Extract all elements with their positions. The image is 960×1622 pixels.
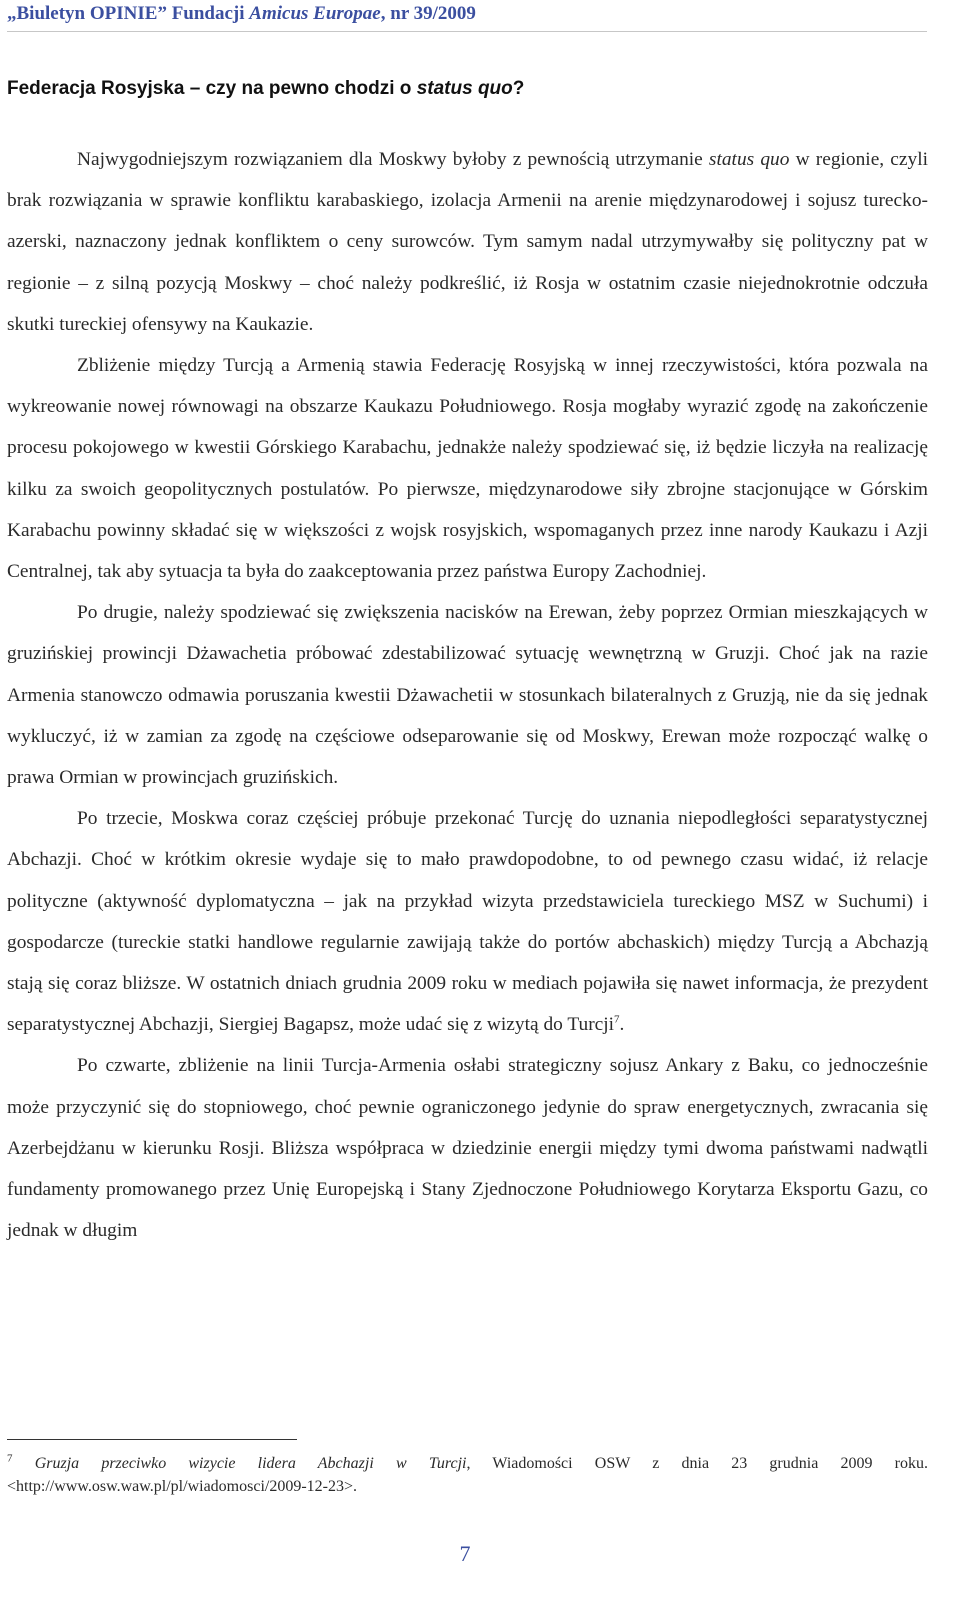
article-body [7, 139, 928, 1251]
header-prefix: „Biuletyn OPINIE” Fundacji [7, 3, 250, 24]
title-end: ? [512, 78, 525, 99]
paragraph-1-rest: w regionie, czyli brak rozwiązania w sprawie konfliktu karabaskiego, izolacja Armenii na arenie międzynarodowej i sojusz turecko-azerski, naznaczony jednak konfliktem o ceny surowców. Tym samym nadal utrzymywałby się polityczny pat w regionie – z silną pozycją Moskwy – choć należy podkreślić, iż Rosja w ostatnim czasie niejednokrotnie odczuła skutki tureckiej ofensywy na Kaukazie. [7, 149, 928, 335]
header-foundation-name: Amicus Europae [249, 3, 381, 24]
footnote [7, 1452, 928, 1498]
footnote-title: Gruzja przeciwko wizycie lidera Abchazji w Turcji [34, 1455, 467, 1472]
footnote-text: , Wiadomości OSW z dnia 23 grudnia 2009 roku. <http://www.osw.waw.pl/pl/wiadomosci/2009-12-23>. [7, 1455, 929, 1495]
paragraph-3: Po drugie, należy spodziewać się zwiększenia nacisków na Erewan, żeby poprzez Ormian mieszkających w gruzińskiej prowincji Dżawachetia próbować zdestabilizować sytuację wewnętrzną w Gruzji. Choć jak na razie Armenia stanowczo odmawia poruszania kwestii Dżawachetii w stosunkach bilateralnych z Gruzją, nie da się jednak wykluczyć, iż w zamian za zgodę na częściowe odseparowanie się od Moskwy, Erewan może rozpocząć walkę o prawa Ormian w prowincjach gruzińskich. [7, 602, 928, 789]
header-suffix: , nr 39/2009 [380, 3, 476, 24]
paragraph-4 [7, 798, 928, 1045]
paragraph-4-end: . [619, 1014, 625, 1036]
paragraph-1-start: Najwygodniejszym rozwiązaniem dla Moskwy byłoby z pewnością utrzymanie [77, 149, 709, 170]
footnote-number: 7 [7, 1452, 13, 1465]
title-main: Federacja Rosyjska – czy na pewno chodzi o [7, 78, 417, 99]
paragraph-2: Zbliżenie między Turcją a Armenią stawia Federację Rosyjską w innej rzeczywistości, która pozwala na wykreowanie nowej równowagi na obszarze Kaukazu Południowego. Rosja mogłaby wyrazić zgodę na zakończenie procesu pokojowego w kwestii Górskiego Karabachu, jednakże należy spodziewać się, iż będzie liczyła na realizację kilku za swoich geopolitycznych postulatów. Po pierwsze, międzynarodowe siły zbrojne stacjonujące w Górskim Karabachu powinny składać się w większości z wojsk rosyjskich, wspomaganych przez inne narody Kaukazu i Azji Centralnej, tak aby sytuacja ta była do zaakceptowania przez państwa Europy Zachodniej. [7, 355, 928, 583]
paragraph-4-text: Po trzecie, Moskwa coraz częściej próbuje przekonać Turcję do uznania niepodległości separatystycznej Abchazji. Choć w krótkim okresie wydaje się to mało prawdopodobne, to od pewnego czasu widać, iż relacje polityczne (aktywność dyplomatyczna – jak na przykład wizyta przedstawiciela tureckiego MSZ w Suchumi) i gospodarcze (tureckie statki handlowe regularnie zawijają także do portów abchaskich) między Turcją a Abchazją stają się coraz bliższe. W ostatnich dniach grudnia 2009 roku w mediach pojawiła się nawet informacja, że prezydent separatystycznej Abchazji, Siergiej Bagapsz, może udać się z wizytą do Turcji [7, 808, 928, 1036]
page-number: 7 [459, 1541, 471, 1566]
footnote-separator [7, 1439, 297, 1440]
bulletin-header [7, 3, 927, 32]
paragraph-1-emphasis: status quo [708, 149, 790, 170]
paragraph-5: Po czwarte, zbliżenie na linii Turcja-Armenia osłabi strategiczny sojusz Ankary z Baku, co jednocześnie może przyczynić się do stopniowego, choć pewnie ograniczonego jedynie do spraw energetycznych, zwracania się Azerbejdżanu w kierunku Rosji. Bliższa współpraca w dziedzinie energii między tymi dwoma państwami nadwątli fundamenty promowanego przez Unię Europejską i Stany Zjednoczone Południowego Korytarza Eksportu Gazu, co jednak w długim [7, 1055, 928, 1242]
title-italic: status quo [416, 78, 513, 99]
paragraph-1 [7, 139, 928, 345]
article-title [7, 78, 524, 100]
footnote-reference[interactable]: 7 [614, 1013, 620, 1026]
